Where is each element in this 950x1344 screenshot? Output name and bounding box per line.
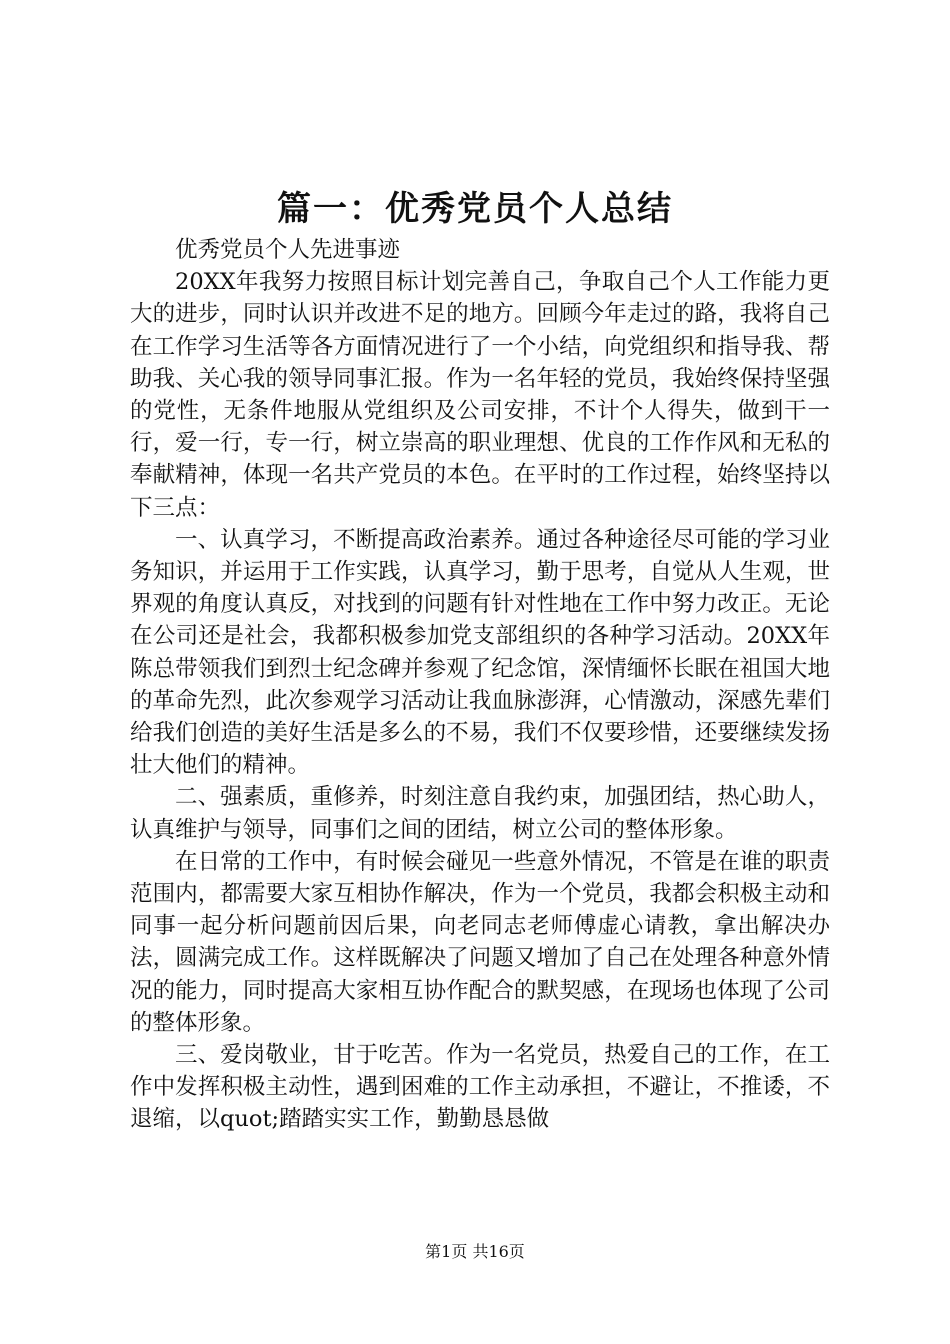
document-body [130, 234, 830, 1136]
daily-work-paragraph: 在日常的工作中，有时候会碰见一些意外情况，不管是在谁的职责范围内，都需要大家互相协作解决，作为一个党员，我都会积极主动和同事一起分析问题前因后果，向老同志老师傅虚心请教，拿出解决办法，圆满完成工作。这样既解决了问题又增加了自己在处理各种意外情况的能力，同时提高大家相互协作配合的默契感，在现场也体现了公司的整体形象。 [130, 848, 830, 1036]
section-three-paragraph: 三、爱岗敬业，甘于吃苦。作为一名党员，热爱自己的工作，在工作中发挥积极主动性，遇到困难的工作主动承担，不避让，不推诿，不退缩，以quot;踏踏实实工作，勤勤恳恳做 [130, 1042, 830, 1133]
section-one-paragraph: 一、认真学习，不断提高政治素养。通过各种途径尽可能的学习业务知识，并运用于工作实践，认真学习，勤于思考，自觉从人生观，世界观的角度认真反，对找到的问题有针对性地在工作中努力改正。无论在公司还是社会，我都积极参加党支部组织的各种学习活动。20XX年陈总带领我们到烈士纪念碑并参观了纪念馆，深情缅怀长眠在祖国大地的革命先烈，此次参观学习活动让我血脉澎湃，心情激动，深感先辈们给我们创造的美好生活是多么的不易，我们不仅要珍惜，还要继续发扬壮大他们的精神。 [130, 526, 830, 779]
section-two-paragraph: 二、强素质，重修养，时刻注意自我约束，加强团结，热心助人，认真维护与领导，同事们之间的团结，树立公司的整体形象。 [130, 784, 830, 843]
subtitle-paragraph: 优秀党员个人先进事迹 [175, 237, 401, 263]
page-number-footer: 第1页 共16页 [425, 1242, 525, 1261]
intro-paragraph: 20XX年我努力按照目标计划完善自己，争取自己个人工作能力更大的进步，同时认识并改进不足的地方。回顾今年走过的路，我将自己在工作学习生活等各方面情况进行了一个小结，向党组织和指导我、帮助我、关心我的领导同事汇报。作为一名年轻的党员，我始终保持坚强的党性，无条件地服从党组织及公司安排，不计个人得失，做到干一行，爱一行，专一行，树立崇高的职业理想、优良的工作作风和无私的奉献精神，体现一名共产党员的本色。在平时的工作过程，始终坚持以下三点： [130, 269, 830, 521]
document-title: 篇一：优秀党员个人总结 [277, 189, 673, 229]
